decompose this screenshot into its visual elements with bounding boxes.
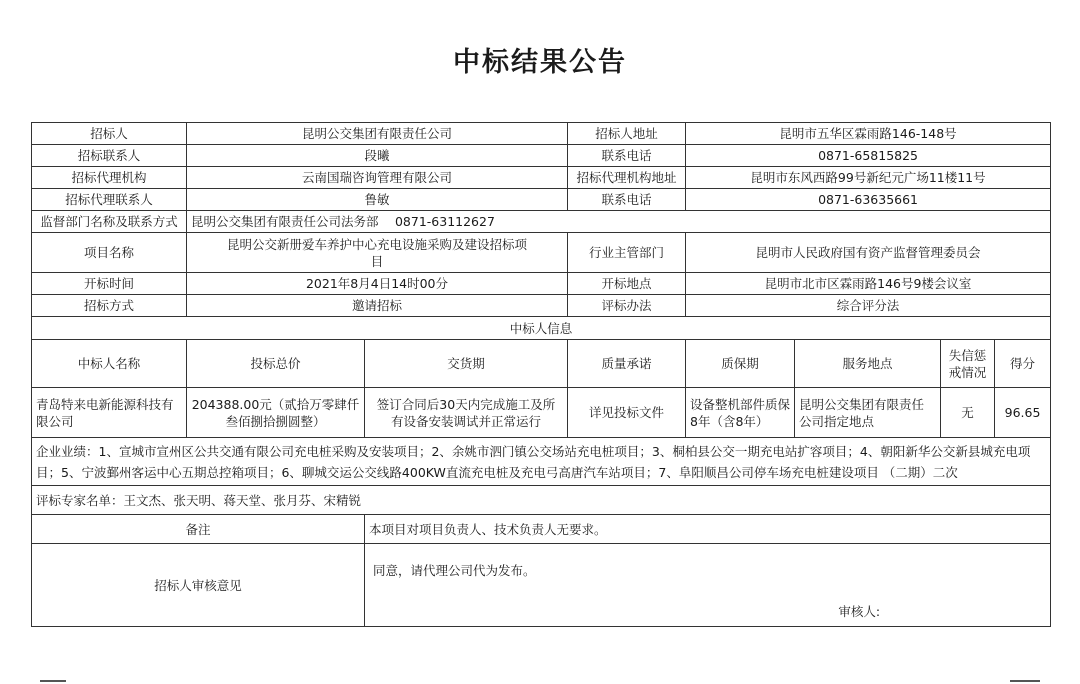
table-row [32,388,1051,438]
winner-quality: 详见投标文件 [568,388,686,438]
table-row [32,295,1051,317]
open-place-value: 昆明市北市区霖雨路146号9楼会议室 [686,273,1051,295]
announcement-table [31,122,1051,627]
reviewer-label: 审核人: [838,604,881,619]
agency-label: 招标代理机构 [32,167,187,189]
table-row [32,167,1051,189]
tenderer-address-label: 招标人地址 [568,123,686,145]
table-row [32,486,1051,515]
review-cell [365,544,1051,627]
page-title: 中标结果公告 [453,47,627,78]
winner-service-place: 昆明公交集团有限责任公司指定地点 [795,388,941,438]
review-opinion: 同意，请代理公司代为发布。 [373,563,536,578]
table-row [32,145,1051,167]
contact-label: 招标联系人 [32,145,187,167]
review-label: 招标人审核意见 [32,544,365,627]
table-row [32,189,1051,211]
header-cell: 交货期 [365,340,568,388]
method-value: 邀请招标 [187,295,568,317]
agency-contact-label: 招标代理联系人 [32,189,187,211]
table-row [32,438,1051,486]
header-cell: 得分 [995,340,1051,388]
table-row [32,317,1051,340]
header-cell: 质保期 [686,340,795,388]
divider [40,680,66,682]
remark-label: 备注 [32,515,365,544]
open-time-value: 2021年8月4日14时00分 [187,273,568,295]
winner-price: 204388.00元（贰拾万零肆仟叁佰捌拾捌圆整） [187,388,365,438]
agency-phone-value: 0871-63635661 [686,189,1051,211]
header-cell: 投标总价 [187,340,365,388]
tenderer-label: 招标人 [32,123,187,145]
table-row [32,123,1051,145]
agency-address-label: 招标代理机构地址 [568,167,686,189]
agency-address-value: 昆明市东风西路99号新纪元广场11楼11号 [686,167,1051,189]
performance-text: 企业业绩：1、宣城市宣州区公共交通有限公司充电桩采购及安装项目；2、余姚市泗门镇公交场站充电桩项目；3、桐柏县公交一期充电站扩容项目；4、朝阳新华公交新县城充电项目；5、宁波鄞州客运中心五期总控箱项目；6、聊城交运公交线路400KW直流充电桩及充电弓高唐汽车站项目；7、阜阳顺昌公司停车场充电桩建设项目 （二期）二次 [32,438,1051,486]
agency-phone-label: 联系电话 [568,189,686,211]
table-row [32,233,1051,273]
header-cell: 服务地点 [795,340,941,388]
tenderer-value: 昆明公交集团有限责任公司 [187,123,568,145]
remark-value: 本项目对项目负责人、技术负责人无要求。 [365,515,1051,544]
table-row [32,544,1051,627]
divider [1010,680,1040,682]
industry-value: 昆明市人民政府国有资产监督管理委员会 [686,233,1051,273]
agency-contact-value: 鲁敏 [187,189,568,211]
winner-name: 青岛特来电新能源科技有限公司 [32,388,187,438]
experts-text: 评标专家名单：王文杰、张天明、蒋天堂、张月芬、宋精锐 [32,486,1051,515]
contact-value: 段曦 [187,145,568,167]
winner-info-heading: 中标人信息 [32,317,1051,340]
tenderer-address-value: 昆明市五华区霖雨路146-148号 [686,123,1051,145]
table-row [32,340,1051,388]
project-label: 项目名称 [32,233,187,273]
method-label: 招标方式 [32,295,187,317]
evaluation-label: 评标办法 [568,295,686,317]
open-time-label: 开标时间 [32,273,187,295]
winner-credit: 无 [941,388,995,438]
winner-score: 96.65 [995,388,1051,438]
table-row [32,211,1051,233]
winner-delivery: 签订合同后30天内完成施工及所有设备安装调试并正常运行 [365,388,568,438]
industry-label: 行业主管部门 [568,233,686,273]
phone-label: 联系电话 [568,145,686,167]
winner-warranty: 设备整机部件质保8年（含8年） [686,388,795,438]
header-cell: 质量承诺 [568,340,686,388]
evaluation-value: 综合评分法 [686,295,1051,317]
header-cell: 中标人名称 [32,340,187,388]
agency-value: 云南国瑞咨询管理有限公司 [187,167,568,189]
open-place-label: 开标地点 [568,273,686,295]
project-value: 昆明公交新册爱车养护中心充电设施采购及建设招标项目 [187,233,568,273]
header-cell: 失信惩戒情况 [941,340,995,388]
phone-value: 0871-65815825 [686,145,1051,167]
table-row [32,515,1051,544]
supervision-value: 昆明公交集团有限责任公司法务部 0871-63112627 [187,211,1051,233]
supervision-label: 监督部门名称及联系方式 [32,211,187,233]
table-row [32,273,1051,295]
